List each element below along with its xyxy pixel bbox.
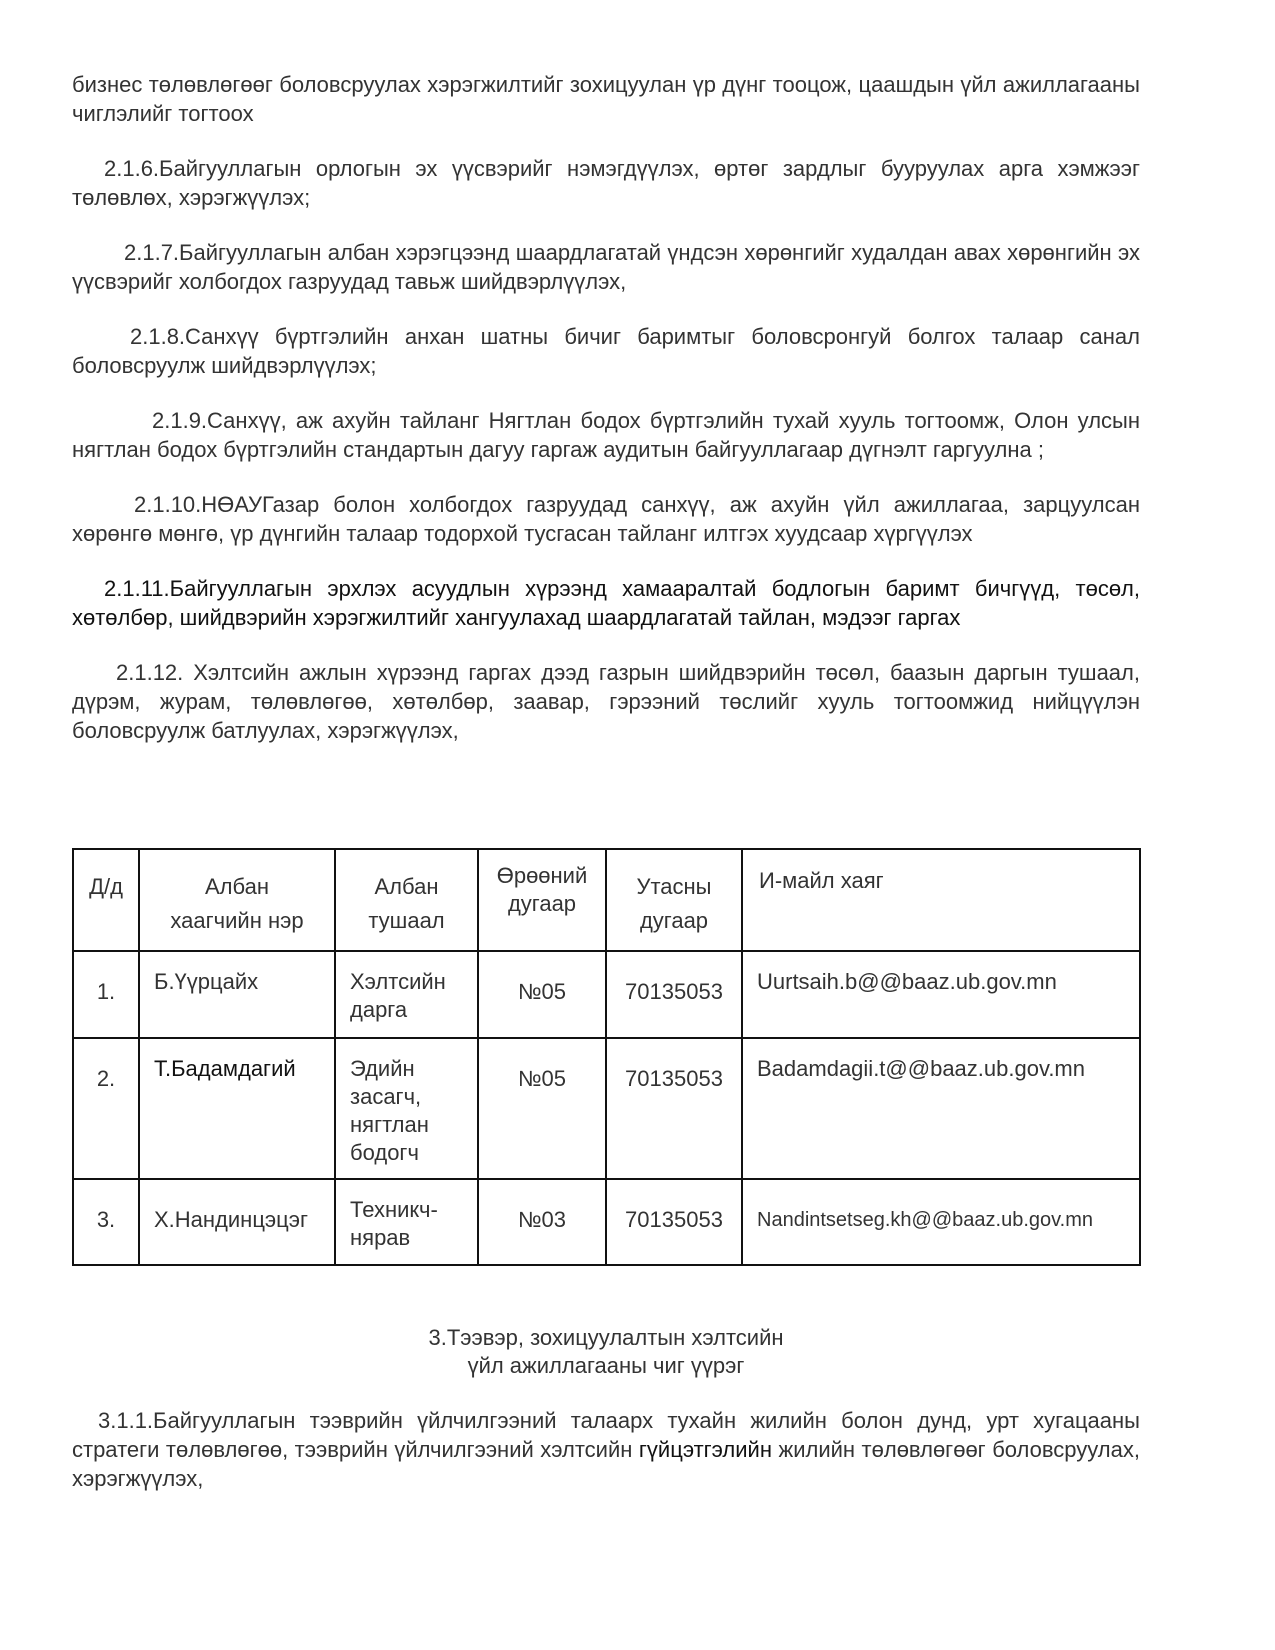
email-address[interactable]: Badamdagii.t@@baaz.ub.gov.mn [757, 1056, 1085, 1081]
room-number: №05 [517, 979, 567, 1004]
header-number: Д/д [73, 849, 139, 951]
header-room-number: Өрөөний дугаар [478, 849, 606, 951]
paragraph-3-1-1: 3.1.1.Байгууллагын тээврийн үйлчилгээний талаарх тухайн жилийн болон дунд, урт хугацааны стратеги төлөвлөгөө, тээврийн үйлчилгээний хэлтсийн гүйцэтгэлийн жилийн төлөвлөгөөг боловсруулах, хэрэгжүүлэх, [72, 1408, 1140, 1491]
phone-number: 70135053 [625, 979, 723, 1004]
header-position: Албан тушаал [335, 849, 478, 951]
employee-name: Т.Бадамдагий [154, 1056, 296, 1081]
paragraph-2-1-8: 2.1.8.Санхүү бүртгэлийн анхан шатны бичиг баримтыг боловсронгуй болгох талаар санал боловсруулж шийдвэрлүүлэх; [72, 324, 1140, 378]
table-row [73, 1179, 1140, 1265]
employee-name: Б.Үүрцайх [154, 969, 259, 994]
staff-contact-table [72, 848, 1141, 1266]
paragraph-2-1-12: 2.1.12. Хэлтсийн ажлын хүрээнд гаргах дээд газрын шийдвэрийн төсөл, баазын даргын тушаал, дүрэм, журам, төлөвлөгөө, хөтөлбөр, заавар, гэрээний төслийг хууль тогтоомжид нийцүүлэн боловсруулж батлуулах, хэрэгжүүлэх, [72, 660, 1140, 743]
table-row [73, 951, 1140, 1038]
paragraph-2-1-10: 2.1.10.НӨАУГазар болон холбогдох газруудад санхүү, аж ахуйн үйл ажиллагаа, зарцуулсан хөрөнгө мөнгө, үр дүнгийн талаар тодорхой тусгасан тайланг илтгэх хуудсаар хүргүүлэх [72, 492, 1140, 546]
row-number: 1. [96, 979, 116, 1004]
paragraph-2-1-7: 2.1.7.Байгууллагын албан хэрэгцээнд шаардлагатай үндсэн хөрөнгийг худалдан авах хөрөнгийн эх үүсвэрийг холбогдох газруудад тавьж шийдвэрлүүлэх, [72, 240, 1140, 294]
email-address[interactable]: Uurtsaih.b@@baaz.ub.gov.mn [757, 969, 1057, 994]
employee-position: Хэлтсийн дарга [350, 969, 446, 1022]
phone-number: 70135053 [625, 1066, 723, 1091]
paragraph-2-1-6: 2.1.6.Байгууллагын орлогын эх үүсвэрийг нэмэгдүүлэх, өртөг зардлыг бууруулах арга хэмжээг төлөвлөх, хэрэгжүүлэх; [72, 156, 1140, 210]
table-header-row [73, 849, 1140, 951]
paragraph-2-1-11: 2.1.11.Байгууллагын эрхлэх асуудлын хүрээнд хамааралтай бодлогын баримт бичгүүд, төсөл, хөтөлбөр, шийдвэрийн хэрэгжилтийг хангуулахад шаардлагатай тайлан, мэдээг гаргах [72, 576, 1140, 630]
employee-position: Техникч-нярав [350, 1197, 438, 1250]
room-number: №03 [517, 1207, 567, 1232]
employee-position: Эдийн засагч, нягтлан бодогч [350, 1056, 429, 1165]
paragraph-intro: бизнес төлөвлөгөөг боловсруулах хэрэгжилтийг зохицуулан үр дүнг тооцож, цаашдын үйл ажиллагааны чиглэлийг тогтоох [72, 72, 1140, 126]
paragraph-2-1-9: 2.1.9.Санхүү, аж ахуйн тайланг Нягтлан бодох бүртгэлийн тухай хууль тогтоомж, Олон улсын нягтлан бодох бүртгэлийн стандартын дагуу гаргаж аудитын байгууллагаар дүгнэлт гаргуулна ; [72, 408, 1140, 462]
header-employee-name: Албан хаагчийн нэр [139, 849, 335, 951]
employee-name: Х.Нандинцэцэг [154, 1207, 309, 1232]
document-body [72, 70, 1140, 771]
section-3-heading: 3.Тээвэр, зохицуулалтын хэлтсийн үйл ажиллагааны чиг үүрэг [428, 1325, 784, 1378]
room-number: №05 [517, 1066, 567, 1091]
table-row [73, 1038, 1140, 1179]
row-number: 3. [96, 1207, 116, 1232]
section-3-body [72, 1406, 1140, 1519]
header-phone-number: Утасны дугаар [606, 849, 742, 951]
emphasized-word: гүйцэтгэлийн [638, 1437, 772, 1462]
phone-number: 70135053 [625, 1207, 723, 1232]
email-address[interactable]: Nandintsetseg.kh@@baaz.ub.gov.mn [757, 1209, 1093, 1231]
header-email: И-майл хаяг [742, 849, 1140, 951]
row-number: 2. [96, 1066, 116, 1091]
